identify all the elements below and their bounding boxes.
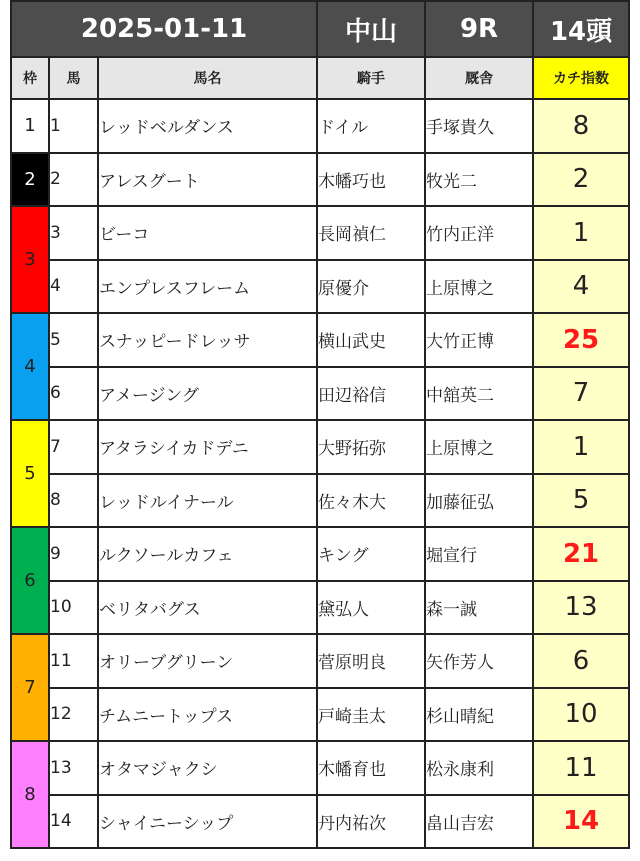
- horse-number: 9: [49, 527, 98, 581]
- horse-name: ルクソールカフェ: [98, 527, 317, 581]
- jockey-name: 田辺裕信: [317, 367, 425, 421]
- horse-name: アメージング: [98, 367, 317, 421]
- kachi-index: 21: [533, 527, 629, 581]
- race-table: [10, 0, 630, 849]
- kachi-index: 4: [533, 260, 629, 314]
- horse-name: ビーコ: [98, 206, 317, 260]
- table-row: [11, 420, 629, 474]
- runner-count: 14頭: [533, 1, 629, 57]
- jockey-name: キング: [317, 527, 425, 581]
- kachi-index: 25: [533, 313, 629, 367]
- jockey-name: 横山武史: [317, 313, 425, 367]
- jockey-name: 佐々木大: [317, 474, 425, 528]
- kachi-index: 13: [533, 581, 629, 635]
- trainer-name: 松永康利: [425, 741, 533, 795]
- horse-name: レッドルイナール: [98, 474, 317, 528]
- trainer-name: 上原博之: [425, 420, 533, 474]
- trainer-name: 加藤征弘: [425, 474, 533, 528]
- horse-number: 7: [49, 420, 98, 474]
- waku-cell: 2: [11, 153, 49, 207]
- jockey-name: 菅原明良: [317, 634, 425, 688]
- jockey-name: ドイル: [317, 99, 425, 153]
- trainer-name: 森一誠: [425, 581, 533, 635]
- jockey-name: 原優介: [317, 260, 425, 314]
- horse-number: 3: [49, 206, 98, 260]
- kachi-index: 14: [533, 795, 629, 849]
- waku-cell: 1: [11, 99, 49, 153]
- kachi-index: 1: [533, 420, 629, 474]
- waku-cell: 8: [11, 741, 49, 848]
- waku-cell: 3: [11, 206, 49, 313]
- horse-name: オリーブグリーン: [98, 634, 317, 688]
- col-kachi-index: カチ指数: [533, 57, 629, 99]
- horse-number: 12: [49, 688, 98, 742]
- col-waku: 枠: [11, 57, 49, 99]
- jockey-name: 木幡育也: [317, 741, 425, 795]
- horse-number: 8: [49, 474, 98, 528]
- trainer-name: 中舘英二: [425, 367, 533, 421]
- horse-number: 6: [49, 367, 98, 421]
- col-jockey: 騎手: [317, 57, 425, 99]
- jockey-name: 木幡巧也: [317, 153, 425, 207]
- table-row: [11, 688, 629, 742]
- horse-number: 5: [49, 313, 98, 367]
- table-row: [11, 474, 629, 528]
- kachi-index: 11: [533, 741, 629, 795]
- col-name: 馬名: [98, 57, 317, 99]
- jockey-name: 大野拓弥: [317, 420, 425, 474]
- column-header-row: [11, 57, 629, 99]
- horse-number: 14: [49, 795, 98, 849]
- waku-cell: 4: [11, 313, 49, 420]
- horse-number: 2: [49, 153, 98, 207]
- col-trainer: 厩舎: [425, 57, 533, 99]
- table-row: [11, 260, 629, 314]
- kachi-index: 8: [533, 99, 629, 153]
- kachi-index: 10: [533, 688, 629, 742]
- horse-name: シャイニーシップ: [98, 795, 317, 849]
- table-body: [11, 99, 629, 848]
- trainer-name: 畠山吉宏: [425, 795, 533, 849]
- horse-name: オタマジャクシ: [98, 741, 317, 795]
- kachi-index: 6: [533, 634, 629, 688]
- table-row: [11, 313, 629, 367]
- trainer-name: 牧光二: [425, 153, 533, 207]
- kachi-index: 5: [533, 474, 629, 528]
- horse-name: アタラシイカドデニ: [98, 420, 317, 474]
- table-row: [11, 741, 629, 795]
- kachi-index: 2: [533, 153, 629, 207]
- table-row: [11, 99, 629, 153]
- race-number: 9R: [425, 1, 533, 57]
- trainer-name: 竹内正洋: [425, 206, 533, 260]
- horse-number: 13: [49, 741, 98, 795]
- horse-number: 4: [49, 260, 98, 314]
- trainer-name: 杉山晴紀: [425, 688, 533, 742]
- horse-number: 10: [49, 581, 98, 635]
- kachi-index: 7: [533, 367, 629, 421]
- jockey-name: 長岡禎仁: [317, 206, 425, 260]
- table-row: [11, 527, 629, 581]
- waku-cell: 6: [11, 527, 49, 634]
- horse-name: アレスグート: [98, 153, 317, 207]
- horse-name: エンプレスフレーム: [98, 260, 317, 314]
- table-row: [11, 367, 629, 421]
- waku-cell: 5: [11, 420, 49, 527]
- horse-number: 1: [49, 99, 98, 153]
- table-row: [11, 206, 629, 260]
- horse-name: チムニートップス: [98, 688, 317, 742]
- table-row: [11, 153, 629, 207]
- horse-name: レッドベルダンス: [98, 99, 317, 153]
- table-row: [11, 634, 629, 688]
- horse-name: ベリタバグス: [98, 581, 317, 635]
- race-header: [11, 1, 629, 57]
- trainer-name: 上原博之: [425, 260, 533, 314]
- jockey-name: 丹内祐次: [317, 795, 425, 849]
- jockey-name: 黛弘人: [317, 581, 425, 635]
- horse-number: 11: [49, 634, 98, 688]
- trainer-name: 堀宣行: [425, 527, 533, 581]
- trainer-name: 矢作芳人: [425, 634, 533, 688]
- kachi-index: 1: [533, 206, 629, 260]
- table-row: [11, 581, 629, 635]
- trainer-name: 手塚貴久: [425, 99, 533, 153]
- col-uma: 馬: [49, 57, 98, 99]
- trainer-name: 大竹正博: [425, 313, 533, 367]
- waku-cell: 7: [11, 634, 49, 741]
- race-date: 2025-01-11: [11, 1, 317, 57]
- jockey-name: 戸崎圭太: [317, 688, 425, 742]
- table-row: [11, 795, 629, 849]
- race-venue: 中山: [317, 1, 425, 57]
- horse-name: スナッピードレッサ: [98, 313, 317, 367]
